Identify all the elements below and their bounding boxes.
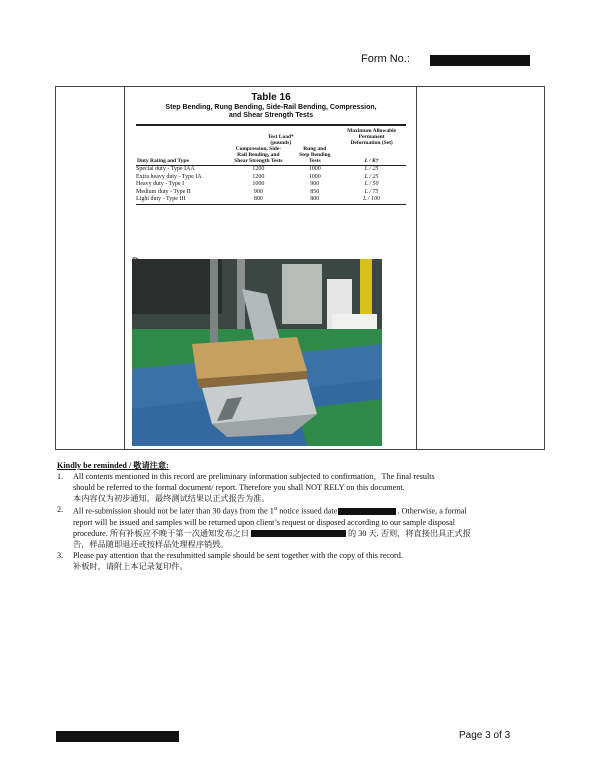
table-subtitle-line1: Step Bending, Rung Bending, Side-Rail Bending, Compression, — [165, 104, 377, 111]
strength-test-table — [136, 124, 406, 205]
header-deform-ratio: L / K† — [337, 146, 406, 166]
reminder-notes — [57, 460, 567, 572]
test-photo — [132, 259, 382, 446]
header-test-load: Test Load* (pounds) — [267, 134, 294, 146]
redacted-date — [338, 508, 396, 515]
reminder-heading: Kindly be reminded / 敬请注意: — [57, 461, 169, 470]
table-row: Special duty - Type IAA 1200 1000 L / 25 — [136, 166, 379, 172]
frame-divider-left — [124, 87, 125, 449]
table-16 — [136, 92, 406, 205]
table-subtitle-line2: and Shear Strength Tests — [228, 112, 314, 119]
form-number-label: Form No.: — [361, 53, 410, 65]
table-row: Medium duty - Type II 900 850 L / 75 — [136, 188, 379, 195]
note-item-2: 2. All re-submission should not be later than 30 days from the 1st notice issued date . Otherwise, a formal report will be issued and samples will be returned upon client’s request or disposed according to our sample disposal procedure. 所有补板应不晚于第一次通知发布之日 的 30 天. 否则，将直接出具正式报 告，样品随即退还或按样品处理程序销毁。 — [57, 505, 471, 549]
note-item-1: 1. All contents mentioned in this record are preliminary information subjected to confirmation，The final results should be referred to the formal document/ report. Therefore you shall NOT RELY on this document. 本内容仅为初步通知，最终测试结果以正式报告为准。 — [57, 472, 435, 503]
page-number: Page 3 of 3 — [459, 730, 511, 741]
header-duty: Duty Rating and Type — [136, 146, 224, 166]
redacted-form-number — [430, 55, 530, 66]
header-compression: Compression, Side- Rail Bending, and Shear Strength Tests — [224, 146, 292, 166]
note-item-3: 3. Please pay attention that the resubmitted sample should be sent together with the copy of this record. 补板时，请附上本记录复印件。 — [57, 550, 403, 571]
redacted-date-cn — [251, 530, 346, 537]
redacted-footer-id — [56, 731, 179, 742]
table-row: Heavy duty - Type I 1000 900 L / 50 — [136, 181, 379, 188]
header-max-deformation: Maximum Allowable Permanent Deformation (Set) — [347, 128, 397, 146]
table-row: Light duty - Type III 800 800 L / 100 — [136, 196, 381, 203]
table-row: Extra heavy duty - Type IA 1200 1000 L / 25 — [136, 173, 379, 180]
header-blank — [136, 125, 224, 146]
frame-divider-right — [416, 87, 417, 449]
table-title: Table 16 — [251, 92, 291, 103]
header-rung: Rung and Step Bending Tests — [292, 146, 337, 166]
